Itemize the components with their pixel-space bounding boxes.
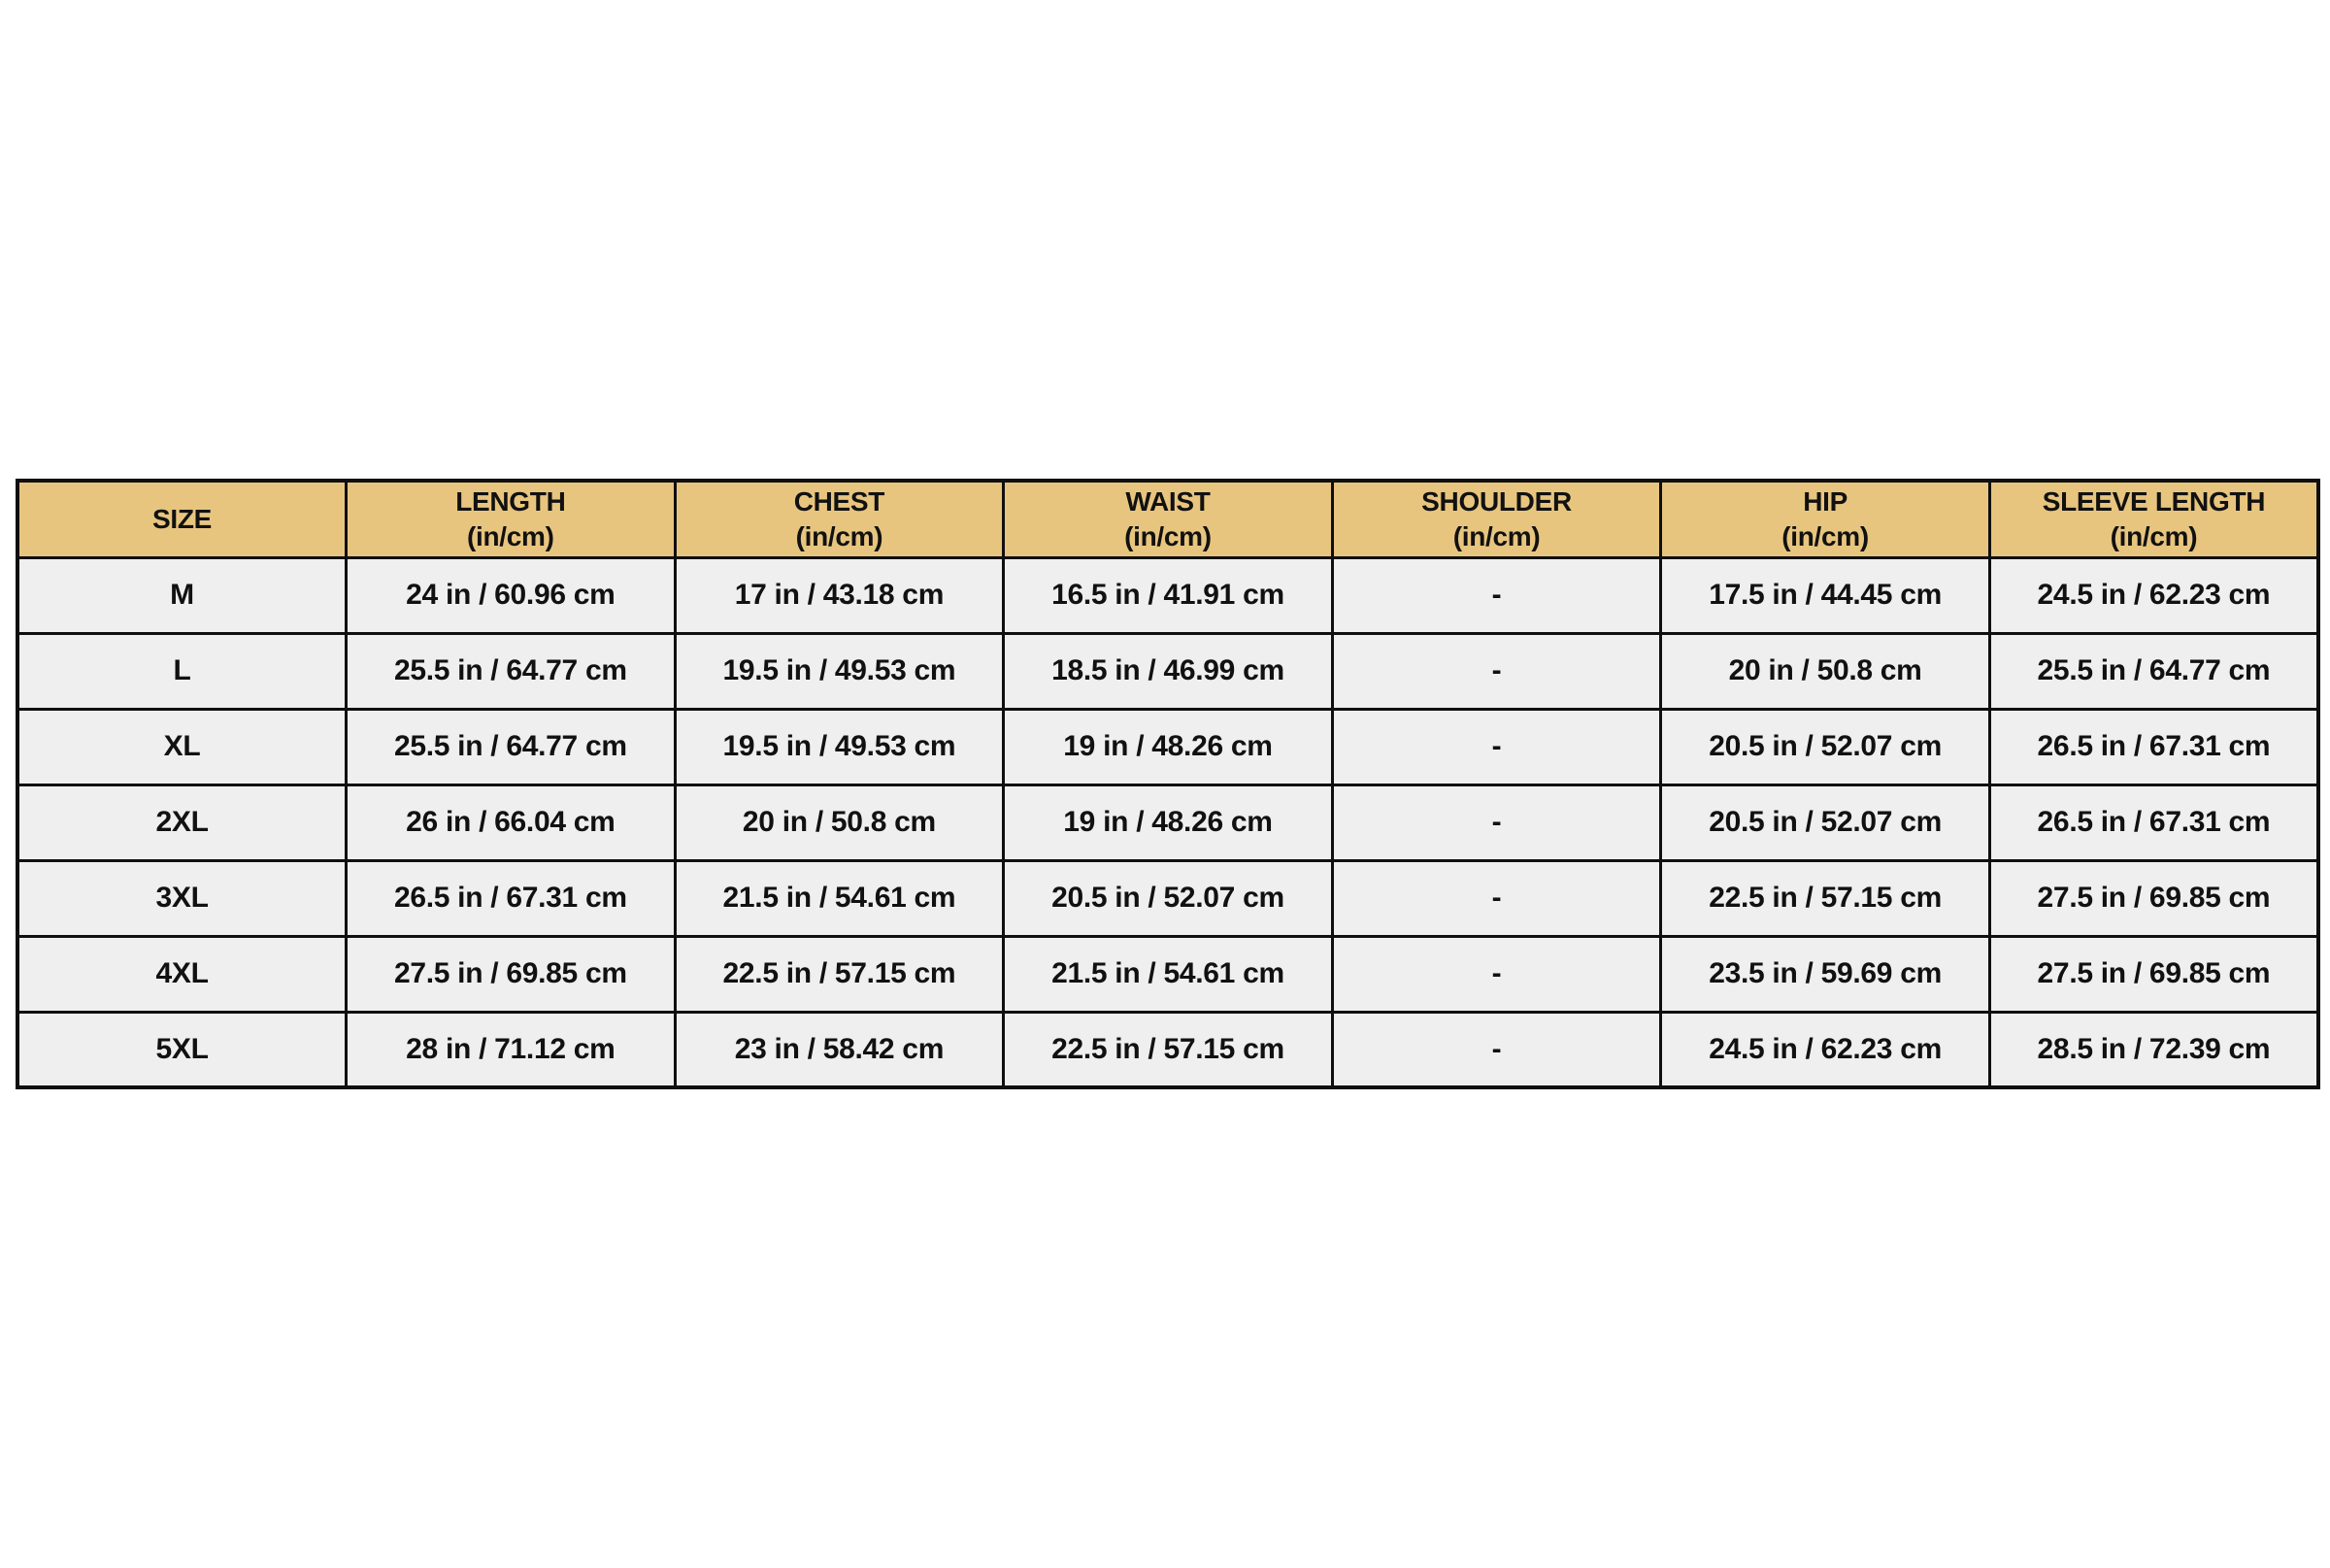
measurement-cell: 19 in / 48.26 cm	[1004, 709, 1333, 784]
table-row-xl	[17, 709, 2318, 784]
measurement-cell: 24.5 in / 62.23 cm	[1989, 557, 2318, 633]
measurement-cell: -	[1332, 709, 1661, 784]
measurement-cell: 20.5 in / 52.07 cm	[1004, 860, 1333, 936]
column-header-length	[347, 481, 676, 557]
header-row	[17, 481, 2318, 557]
measurement-cell: 16.5 in / 41.91 cm	[1004, 557, 1333, 633]
column-header-label: CHEST	[793, 485, 885, 517]
table-row-3xl	[17, 860, 2318, 936]
column-header-waist	[1004, 481, 1333, 557]
measurement-cell: -	[1332, 557, 1661, 633]
measurement-cell: 28 in / 71.12 cm	[347, 1012, 676, 1087]
measurement-cell: 26.5 in / 67.31 cm	[347, 860, 676, 936]
measurement-cell: 26.5 in / 67.31 cm	[1989, 784, 2318, 860]
measurement-cell: -	[1332, 936, 1661, 1012]
column-header-sleeve-length	[1989, 481, 2318, 557]
size-chart-container	[16, 479, 2320, 1089]
measurement-cell: 20 in / 50.8 cm	[675, 784, 1004, 860]
size-cell: XL	[17, 709, 347, 784]
measurement-cell: 26 in / 66.04 cm	[347, 784, 676, 860]
measurement-cell: 20 in / 50.8 cm	[1661, 633, 1990, 709]
size-cell: M	[17, 557, 347, 633]
column-header-unit: (in/cm)	[467, 520, 554, 551]
measurement-cell: 21.5 in / 54.61 cm	[1004, 936, 1333, 1012]
table-row-5xl	[17, 1012, 2318, 1087]
measurement-cell: 19.5 in / 49.53 cm	[675, 709, 1004, 784]
measurement-cell: -	[1332, 1012, 1661, 1087]
size-cell: 3XL	[17, 860, 347, 936]
column-header-shoulder	[1332, 481, 1661, 557]
size-cell: 2XL	[17, 784, 347, 860]
column-header-label: SLEEVE LENGTH	[2042, 485, 2266, 517]
measurement-cell: 24.5 in / 62.23 cm	[1661, 1012, 1990, 1087]
table-row-4xl	[17, 936, 2318, 1012]
measurement-cell: 28.5 in / 72.39 cm	[1989, 1012, 2318, 1087]
column-header-hip	[1661, 481, 1990, 557]
measurement-cell: 23 in / 58.42 cm	[675, 1012, 1004, 1087]
measurement-cell: 23.5 in / 59.69 cm	[1661, 936, 1990, 1012]
column-header-label: WAIST	[1125, 485, 1211, 517]
size-chart-table	[16, 479, 2320, 1089]
measurement-cell: 22.5 in / 57.15 cm	[1661, 860, 1990, 936]
measurement-cell: 22.5 in / 57.15 cm	[1004, 1012, 1333, 1087]
measurement-cell: 18.5 in / 46.99 cm	[1004, 633, 1333, 709]
size-cell: 5XL	[17, 1012, 347, 1087]
size-cell: 4XL	[17, 936, 347, 1012]
measurement-cell: 27.5 in / 69.85 cm	[1989, 860, 2318, 936]
measurement-cell: 25.5 in / 64.77 cm	[347, 633, 676, 709]
measurement-cell: 27.5 in / 69.85 cm	[1989, 936, 2318, 1012]
column-header-unit: (in/cm)	[2110, 520, 2198, 551]
column-header-label: SHOULDER	[1421, 485, 1572, 517]
measurement-cell: 22.5 in / 57.15 cm	[675, 936, 1004, 1012]
measurement-cell: -	[1332, 633, 1661, 709]
column-header-label: HIP	[1803, 485, 1847, 517]
measurement-cell: 20.5 in / 52.07 cm	[1661, 709, 1990, 784]
column-header-unit: (in/cm)	[1452, 520, 1541, 551]
column-header-unit: (in/cm)	[1781, 520, 1869, 551]
measurement-cell: -	[1332, 784, 1661, 860]
table-row-l	[17, 633, 2318, 709]
measurement-cell: 25.5 in / 64.77 cm	[347, 709, 676, 784]
measurement-cell: 17 in / 43.18 cm	[675, 557, 1004, 633]
column-header-unit: (in/cm)	[795, 520, 883, 551]
measurement-cell: 26.5 in / 67.31 cm	[1989, 709, 2318, 784]
column-header-label: SIZE	[152, 503, 213, 534]
measurement-cell: 19.5 in / 49.53 cm	[675, 633, 1004, 709]
measurement-cell: 25.5 in / 64.77 cm	[1989, 633, 2318, 709]
size-chart-header	[17, 481, 2318, 557]
column-header-size	[17, 481, 347, 557]
column-header-label: LENGTH	[455, 485, 566, 517]
measurement-cell: 20.5 in / 52.07 cm	[1661, 784, 1990, 860]
table-row-2xl	[17, 784, 2318, 860]
measurement-cell: 19 in / 48.26 cm	[1004, 784, 1333, 860]
measurement-cell: 21.5 in / 54.61 cm	[675, 860, 1004, 936]
size-chart-body	[17, 557, 2318, 1087]
measurement-cell: -	[1332, 860, 1661, 936]
column-header-unit: (in/cm)	[1124, 520, 1212, 551]
measurement-cell: 24 in / 60.96 cm	[347, 557, 676, 633]
table-row-m	[17, 557, 2318, 633]
measurement-cell: 27.5 in / 69.85 cm	[347, 936, 676, 1012]
size-cell: L	[17, 633, 347, 709]
column-header-chest	[675, 481, 1004, 557]
measurement-cell: 17.5 in / 44.45 cm	[1661, 557, 1990, 633]
